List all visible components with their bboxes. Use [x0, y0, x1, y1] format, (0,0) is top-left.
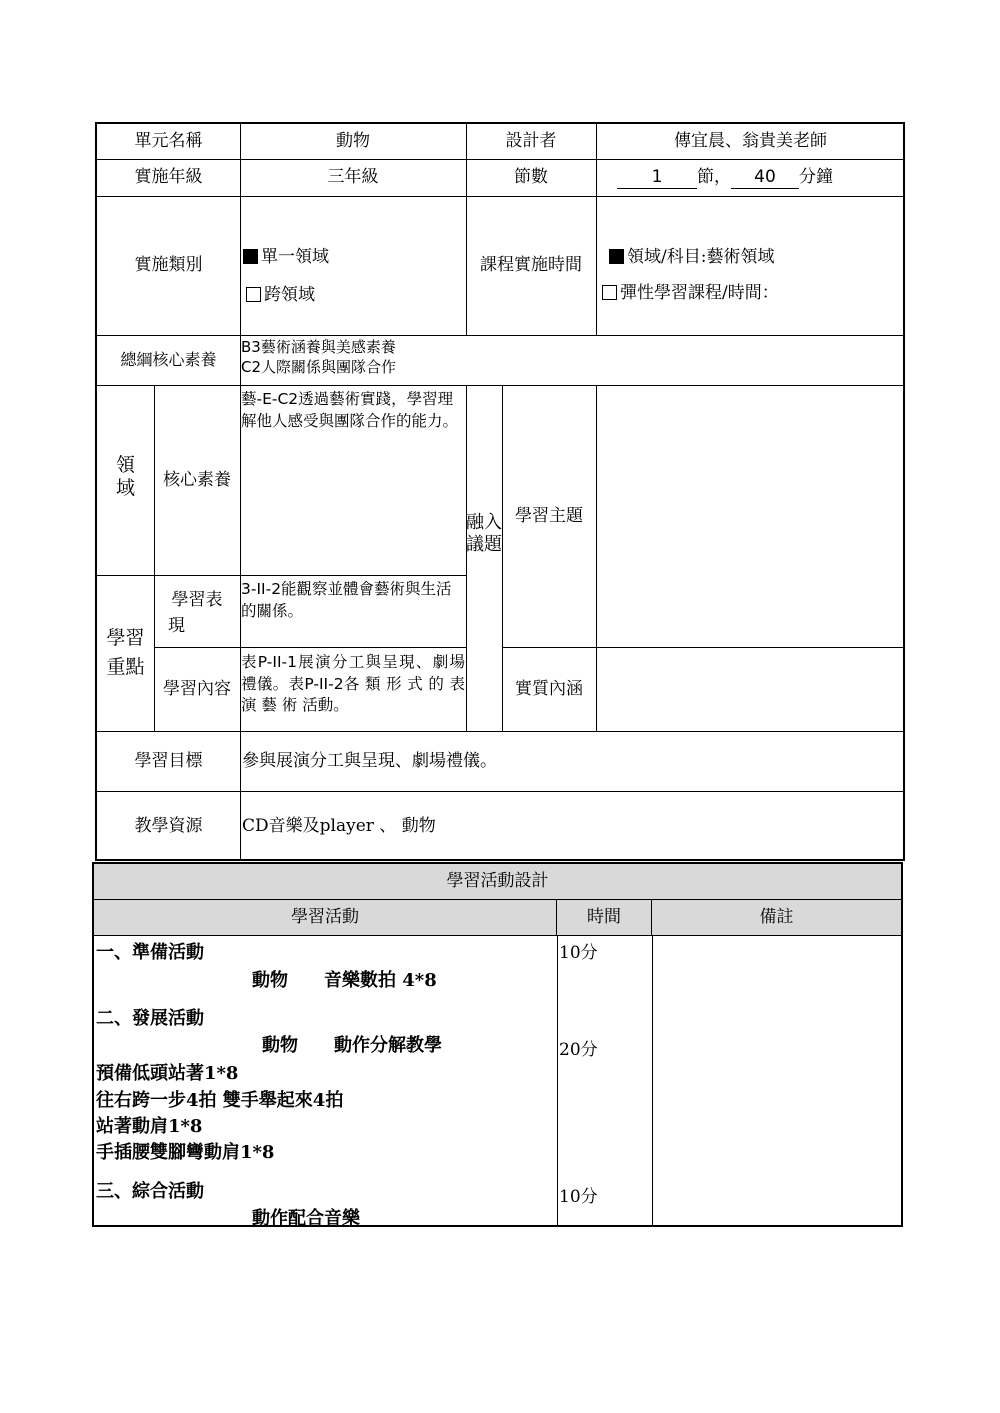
performance-label-2: 現: [168, 616, 185, 637]
periods-value: [617, 159, 905, 196]
minute-unit: 分鐘: [799, 167, 833, 188]
core-text: 藝-E-C2透過藝術實踐，學習理解他人感受與團隊合作的能力。: [241, 390, 459, 431]
activity-table: [92, 862, 903, 1227]
period-unit: 節，: [697, 167, 731, 188]
col-divider: [557, 936, 558, 1225]
unit-value: 動物: [336, 131, 370, 152]
checkbox-checked-icon: [243, 249, 258, 264]
domain-subject-label: 領域/科目:藝術領域: [627, 247, 775, 267]
col-divider: [466, 385, 467, 731]
cross-domain-option: [246, 280, 315, 305]
col-divider: [240, 731, 241, 861]
focus-label-2: 重點: [106, 656, 145, 679]
sum-time: 10分: [559, 1187, 598, 1207]
unit-label: 單元名稱: [134, 131, 203, 152]
objective-label: 學習目標: [134, 750, 203, 771]
single-domain-label: 單一領域: [261, 247, 329, 267]
grade-value: 三年級: [327, 167, 379, 188]
domain-label-1: 領: [115, 454, 135, 476]
lesson-info-table: [95, 122, 905, 861]
domain-label: [97, 454, 154, 500]
integration-label: 融入議題: [466, 512, 502, 555]
flexible-label: 彈性學習課程/時間：: [620, 283, 779, 303]
periods-count: 1: [617, 166, 697, 189]
dev-step: 站著動肩1*8: [96, 1116, 203, 1137]
core-competency-text: [241, 338, 396, 377]
performance-label: [154, 587, 240, 640]
core-competency-line1: B3藝術涵養與美感素養: [241, 338, 396, 356]
dev-title: 二、發展活動: [96, 1008, 204, 1029]
theme-label: 學習主題: [515, 505, 583, 526]
prep-sub: 動物 音樂數拍 4*8: [252, 970, 437, 991]
dev-step: 往右跨一步4拍 雙手舉起來4拍: [96, 1090, 344, 1111]
checkbox-empty-icon: [602, 285, 617, 300]
focus-label: [97, 624, 154, 683]
dev-step: 預備低頭站著1*8: [96, 1063, 239, 1084]
row-divider: [154, 575, 466, 576]
checkbox-checked-icon: [609, 249, 624, 264]
col-note: 備註: [652, 900, 901, 936]
content-text: 表P-II-1展演分工與呈現、劇場禮儀。表P-II-2各 類 形 式 的 表 演 藝 術 活動。: [241, 653, 465, 715]
dev-time: 20分: [559, 1040, 598, 1060]
dev-step: 手插腰雙腳彎動肩1*8: [96, 1142, 275, 1163]
core-competency-label: 總綱核心素養: [120, 349, 217, 369]
prep-time: 10分: [559, 943, 598, 963]
row-divider: [97, 575, 154, 576]
col-divider: [596, 385, 597, 731]
col-divider: [652, 936, 653, 1225]
col-time: 時間: [557, 900, 652, 936]
sum-title: 三、綜合活動: [96, 1181, 204, 1202]
core-competency-line2: C2人際關係與團隊合作: [241, 357, 397, 376]
domain-label-2: 域: [115, 476, 135, 499]
single-domain-option: [243, 242, 329, 267]
performance-label-1: 學習表: [171, 590, 223, 610]
content-label: 學習內容: [163, 678, 231, 699]
resources-label: 教學資源: [134, 815, 203, 836]
grade-label: 實施年級: [134, 167, 203, 188]
resources-text: CD音樂及player 、 動物: [242, 815, 436, 836]
prep-title: 一、準備活動: [96, 942, 204, 963]
flexible-option: [602, 278, 779, 303]
designer-label: 設計者: [505, 131, 557, 152]
domain-subject-option: [609, 242, 774, 267]
designer-value: 傳宜晨、翁貴美老師: [674, 131, 827, 152]
objective-text: 參與展演分工與呈現、劇場禮儀。: [242, 750, 497, 771]
periods-label: 節數: [514, 167, 548, 188]
substance-label: 實質內涵: [515, 678, 583, 699]
time-label: 課程實施時間: [480, 255, 582, 276]
cross-domain-label: 跨領域: [264, 285, 315, 305]
core-label: 核心素養: [163, 469, 231, 490]
sum-sub: 動作配合音樂: [252, 1208, 360, 1229]
category-label: 實施類別: [134, 255, 203, 276]
focus-label-1: 學習: [106, 627, 145, 649]
activity-title: 學習活動設計: [94, 864, 901, 900]
col-activity: 學習活動: [94, 900, 557, 936]
dev-sub: 動物 動作分解教學: [262, 1035, 442, 1056]
checkbox-empty-icon: [246, 287, 261, 302]
performance-text: 3-II-2能觀察並體會藝術與生活的關係。: [241, 580, 452, 620]
minutes-count: 40: [731, 166, 799, 189]
